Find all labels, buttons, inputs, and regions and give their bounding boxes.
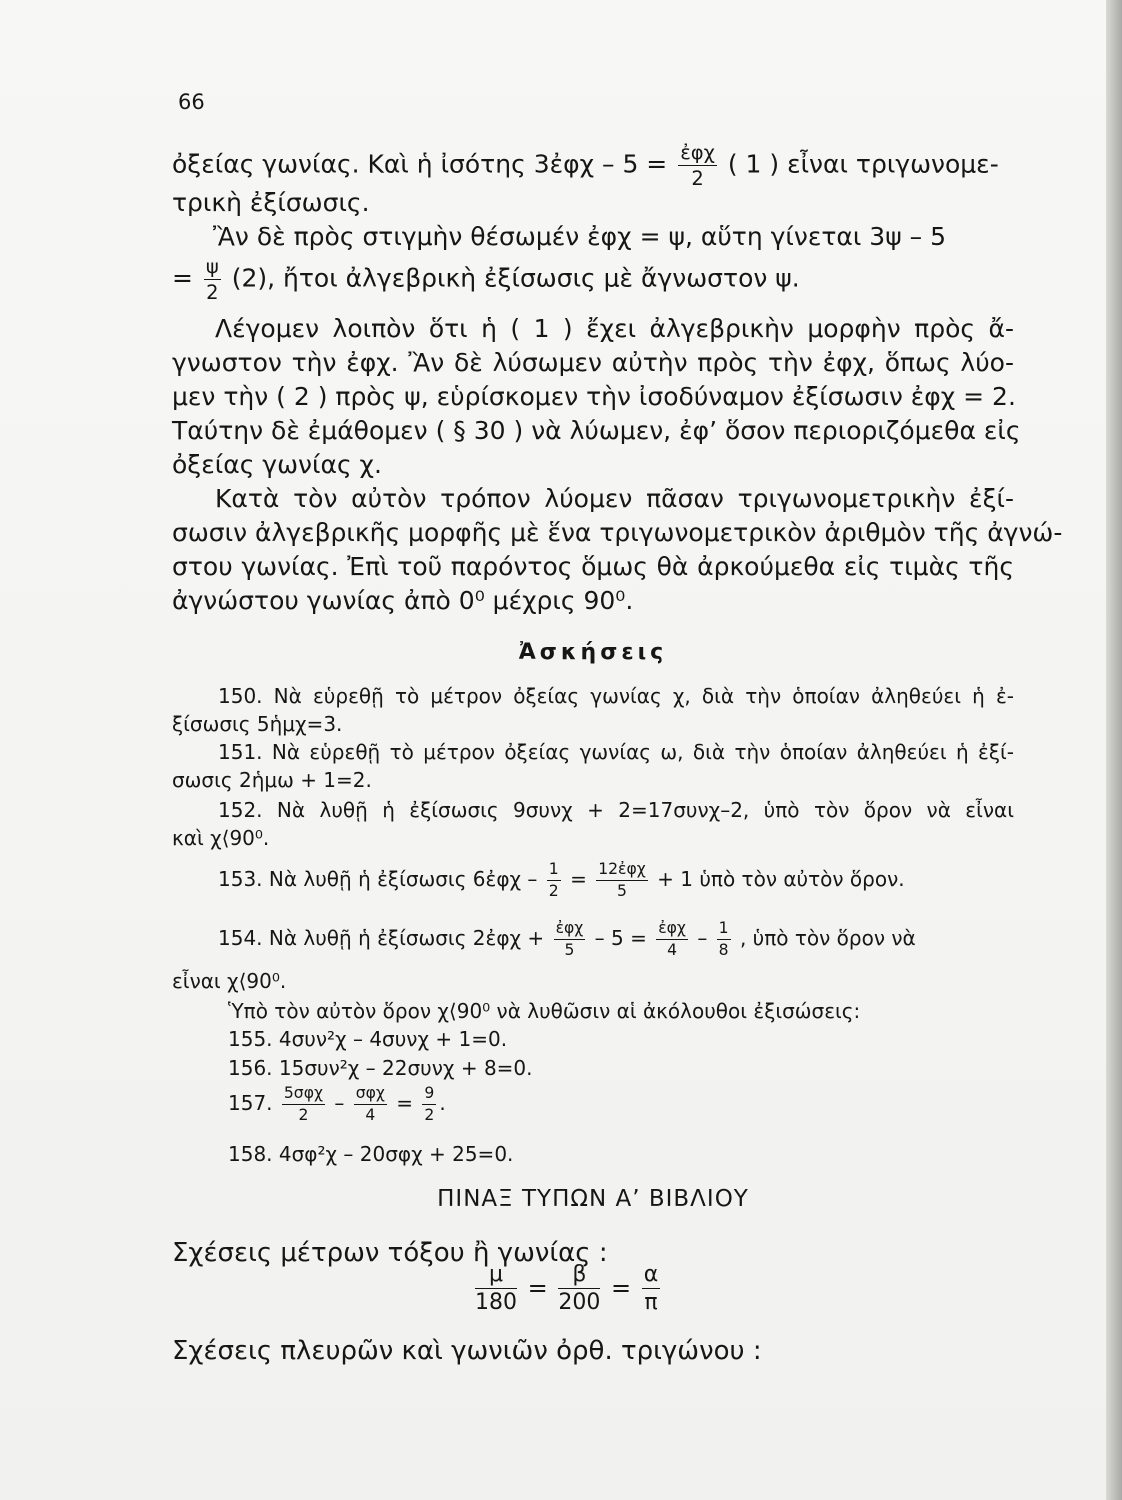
exercise-150-line: 150. Νὰ εὑρεθῇ τὸ μέτρον ὀξείας γωνίας χ, διὰ τὴν ὁποίαν ἀληθεύει ἡ ἐ- xyxy=(218,684,1014,708)
exercise-153 xyxy=(218,862,905,899)
text-segment: (2), ἤτοι ἀλγεβρικὴ ἐξίσωσις μὲ ἄγνωστον ψ. xyxy=(231,263,800,293)
exercises-heading: Ἀσκήσεις xyxy=(518,640,668,665)
text-segment: ὀξείας γωνίας. Καὶ ἡ ἰσότης 3ἐφχ – 5 = xyxy=(172,149,668,179)
fraction: $\frac{\mu}{180}$ xyxy=(475,1262,517,1315)
exercise-152-line: καὶ χ⟨90⁰. xyxy=(172,826,270,850)
text-segment: – 5 = xyxy=(594,926,647,951)
text-line-3: Ἂν δὲ πρὸς στιγμὴν θέσωμέν ἐφχ = ψ, αὕτη γίνεται 3ψ – 5 xyxy=(213,222,946,251)
fraction: $\frac{1}{2}$ xyxy=(548,860,559,900)
exercise-157 xyxy=(228,1086,446,1123)
text-segment: = xyxy=(527,1274,548,1302)
paragraph-2-line: Κατὰ τὸν αὐτὸν τρόπον λύομεν πᾶσαν τριγωνομετρικὴν ἐξί- xyxy=(215,484,1014,513)
text-segment: = xyxy=(611,1274,632,1302)
fraction: $\frac{\text{ἐφχ}}{4}$ xyxy=(658,919,686,959)
text-segment: . xyxy=(439,1091,446,1116)
angle-conversion-formula xyxy=(472,1264,663,1314)
paragraph-2-line: ἀγνώστου γωνίας ἀπὸ 0⁰ μέχρις 90⁰. xyxy=(172,586,634,615)
text-segment: 154. Νὰ λυθῇ ἡ ἐξίσωσις 2ἐφχ + xyxy=(218,926,545,951)
exercise-151-line: 151. Νὰ εὑρεθῇ τὸ μέτρον ὀξείας γωνίας ω, διὰ τὴν ὁποίαν ἀληθεύει ἡ ἐξί- xyxy=(218,740,1014,764)
relations-heading-1: Σχέσεις μέτρων τόξου ἢ γωνίας : xyxy=(172,1238,608,1268)
page-binding-edge xyxy=(1106,0,1122,1500)
exercise-154-line: εἶναι χ⟨90⁰. xyxy=(172,969,287,993)
exercises-intro: Ὑπὸ τὸν αὐτὸν ὅρον χ⟨90⁰ νὰ λυθῶσιν αἱ ἀκόλουθοι ἐξισώσεις: xyxy=(228,999,861,1023)
fraction: $\frac{\text{σφχ}}{4}$ xyxy=(355,1084,385,1124)
text-segment: + 1 ὑπὸ τὸν αὐτὸν ὅρον. xyxy=(657,867,905,892)
paragraph-1-line: γνωστον τὴν ἐφχ. Ἂν δὲ λύσωμεν αὐτὴν πρὸς τὴν ἐφχ, ὅπως λύο- xyxy=(172,348,1014,377)
text-segment: 153. Νὰ λυθῇ ἡ ἐξίσωσις 6ἐφχ – xyxy=(218,867,538,892)
fraction: $\frac{\text{ἐφχ}}{2}$ xyxy=(680,141,715,190)
exercise-151-line: σωσις 2ἡμω + 1=2. xyxy=(172,768,372,792)
exercise-150-line: ξίσωσις 5ἡμχ=3. xyxy=(172,712,343,736)
paragraph-1-line: Λέγομεν λοιπὸν ὅτι ἡ ( 1 ) ἔχει ἀλγεβρικὴν μορφὴν πρὸς ἄ- xyxy=(215,314,1014,343)
paragraph-2-line: στου γωνίας. Ἐπὶ τοῦ παρόντος ὅμως θὰ ἀρκούμεθα εἰς τιμὰς τῆς xyxy=(172,552,1014,581)
text-line-1 xyxy=(172,143,1014,188)
exercise-154 xyxy=(218,921,916,958)
exercise-152-line: 152. Νὰ λυθῇ ἡ ἐξίσωσις 9συνχ + 2=17συνχ–2, ὑπὸ τὸν ὅρον νὰ εἶναι xyxy=(218,798,1014,822)
exercise-156: 156. 15συν²χ – 22συνχ + 8=0. xyxy=(228,1056,533,1080)
paragraph-2-line: σωσιν ἀλγεβρικῆς μορφῆς μὲ ἕνα τριγωνομετρικὸν ἀριθμὸν τῆς ἀγνώ- xyxy=(172,518,1063,547)
fraction: $\frac{\alpha}{\pi}$ xyxy=(643,1262,659,1315)
text-segment: ( 1 ) εἶναι τριγωνομε- xyxy=(727,149,999,179)
paragraph-1-line: ὀξείας γωνίας χ. xyxy=(172,450,382,479)
fraction: $\frac{\psi}{2}$ xyxy=(205,255,219,304)
text-segment: = xyxy=(570,867,587,892)
text-segment: – xyxy=(334,1091,345,1116)
paragraph-1-line: Ταύτην δὲ ἐμάθομεν ( § 30 ) νὰ λύωμεν, ἐφ’ ὅσον περιοριζόμεθα εἰς xyxy=(172,416,1021,445)
text-segment: – xyxy=(697,926,708,951)
exercise-158: 158. 4σφ²χ – 20σφχ + 25=0. xyxy=(228,1142,514,1166)
fraction: $\frac{9}{2}$ xyxy=(424,1084,435,1124)
text-line-4 xyxy=(172,257,1014,302)
fraction: $\frac{\text{5σφχ}}{2}$ xyxy=(283,1084,323,1124)
fraction: $\frac{1}{8}$ xyxy=(718,919,729,959)
text-segment: = xyxy=(172,263,193,293)
text-line-2: τρικὴ ἐξίσωσις. xyxy=(172,188,370,217)
page-number: 66 xyxy=(178,90,205,114)
fraction: $\frac{\beta}{200}$ xyxy=(558,1262,601,1315)
text-segment: 157. xyxy=(228,1091,273,1116)
fraction: $\frac{\text{ἐφχ}}{5}$ xyxy=(555,919,584,959)
text-segment: , ὑπὸ τὸν ὅρον νὰ xyxy=(739,926,916,951)
formulas-table-title: ΠΙΝΑΞ ΤΥΠΩΝ Α’ ΒΙΒΛΙΟΥ xyxy=(437,1186,749,1212)
relations-heading-2: Σχέσεις πλευρῶν καὶ γωνιῶν ὀρθ. τριγώνου : xyxy=(172,1336,762,1366)
fraction: $\frac{\text{12ἐφχ}}{5}$ xyxy=(598,860,646,900)
paragraph-1-line: μεν τὴν ( 2 ) πρὸς ψ, εὑρίσκομεν τὴν ἰσοδύναμον ἐξίσωσιν ἐφχ = 2. xyxy=(172,382,1016,411)
exercise-155: 155. 4συν²χ – 4συνχ + 1=0. xyxy=(228,1027,508,1051)
text-segment: = xyxy=(396,1091,414,1116)
